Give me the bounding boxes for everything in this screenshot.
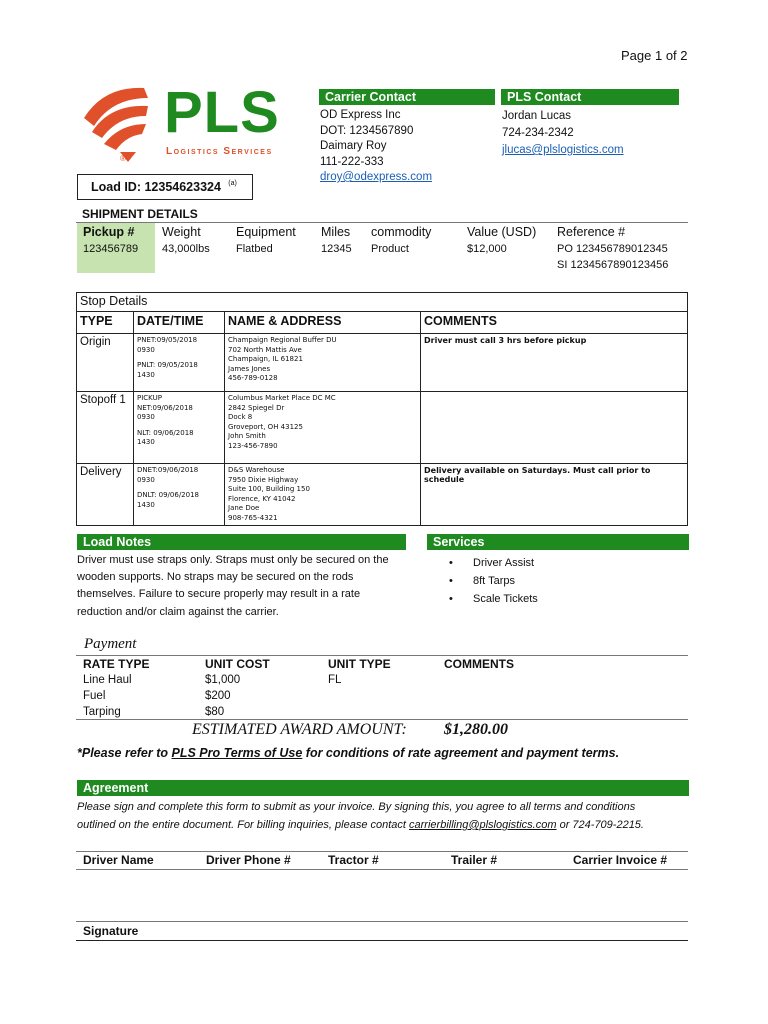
shipment-header-weight: Weight — [162, 225, 201, 239]
service-item: • Scale Tickets — [473, 590, 538, 608]
load-notes-text — [77, 552, 389, 621]
carrier-email-link[interactable]: droy@odexpress.com — [320, 171, 433, 183]
shipment-header-miles: Miles — [321, 225, 351, 239]
payment-header-unit-cost: UNIT COST — [205, 657, 270, 671]
payment-unit-cost: $200 — [205, 690, 231, 702]
stop-type: Stopoff 1 — [77, 392, 134, 464]
stop-type: Origin — [77, 334, 134, 392]
shipment-details-title: SHIPMENT DETAILS — [82, 207, 198, 221]
stop-row-origin — [77, 334, 688, 392]
payment-header-rate-type: RATE TYPE — [83, 657, 150, 671]
tractor-header: Tractor # — [328, 853, 379, 867]
carrier-invoice-header: Carrier Invoice # — [573, 853, 668, 867]
stop-date-early: DNET:09/06/2018 0930 — [137, 466, 199, 484]
stop-address: Columbus Market Place DC MC 2842 Spiegel Dr Dock 8 Groveport, OH 43125 John Smith 123-456-7890 — [228, 394, 336, 450]
pls-logo: ® PLS Logistics Services — [76, 80, 306, 170]
driver-info-input-row[interactable] — [76, 870, 688, 920]
payment-unit-type: FL — [328, 674, 342, 686]
load-notes-line: wooden supports. No straps may be secured on the rods — [77, 571, 354, 584]
stop-details-table — [76, 292, 688, 526]
pls-contact-header: PLS Contact — [501, 89, 679, 105]
stop-date-late: NLT: 09/06/2018 1430 — [137, 428, 194, 446]
load-notes-line: reduction and/or claim against the carrier. — [77, 605, 279, 618]
signature-label: Signature — [83, 924, 139, 938]
shipment-header-pickup: Pickup # — [83, 225, 135, 239]
pls-contact-email-link[interactable]: jlucas@plslogistics.com — [502, 144, 624, 156]
weight-value: 43,000lbs — [162, 243, 210, 255]
driver-name-header: Driver Name — [83, 853, 154, 867]
services-list — [473, 554, 538, 608]
stop-row-stopoff — [77, 392, 688, 464]
agreement-line: outlined on the entire document. For billing inquiries, please contact carrierbilling@plslogistics.com or 724-709-2215. — [77, 819, 644, 831]
agreement-header: Agreement — [77, 780, 689, 796]
load-id-mark: (a) — [228, 180, 237, 187]
estimated-award-amount: $1,280.00 — [444, 721, 508, 738]
pls-contact-name: Jordan Lucas — [502, 110, 572, 122]
trailer-header: Trailer # — [451, 853, 498, 867]
stop-date-late: PNLT: 09/05/2018 1430 — [137, 361, 198, 379]
shipment-header-commodity: commodity — [371, 225, 432, 239]
stop-address: D&S Warehouse 7950 Dixie Highway Suite 100, Building 150 Florence, KY 41042 Jane Doe 908-765-4321 — [228, 466, 310, 522]
carrier-contact-header: Carrier Contact — [319, 89, 495, 105]
stops-header-datetime: DATE/TIME — [134, 312, 225, 334]
payment-unit-cost: $80 — [205, 706, 225, 718]
agreement-text — [77, 798, 689, 834]
pls-contact-phone: 724-234-2342 — [502, 127, 574, 139]
stop-comment: Delivery available on Saturdays. Must call prior to schedule — [424, 466, 651, 484]
commodity-value: Product — [371, 243, 409, 255]
agreement-line: Please sign and complete this form to submit as your invoice. By signing this, you agree to all terms and conditions — [77, 801, 636, 813]
logo-wordmark: PLS — [164, 80, 280, 145]
page-number: Page 1 of 2 — [621, 48, 688, 63]
load-notes-line: themselves. Failure to secure properly may result in a rate — [77, 588, 361, 601]
terms-of-use-link[interactable]: PLS Pro Terms of Use — [171, 746, 303, 760]
payment-header-unit-type: UNIT TYPE — [328, 657, 391, 671]
service-item: • 8ft Tarps — [473, 572, 538, 590]
pls-swoosh-icon — [76, 80, 156, 168]
stop-date-early: PNET:09/05/2018 0930 — [137, 336, 198, 354]
payment-header-comments: COMMENTS — [444, 657, 514, 671]
payment-title: Payment — [84, 636, 137, 652]
logo-subtitle: Logistics Services — [166, 146, 273, 157]
carrier-name: OD Express Inc — [320, 109, 401, 121]
value-usd: $12,000 — [467, 243, 507, 255]
load-notes-header: Load Notes — [77, 534, 406, 550]
payment-rate-type: Tarping — [83, 706, 121, 718]
stop-date-early: PICKUP NET:09/06/2018 0930 — [137, 394, 193, 421]
stop-row-delivery — [77, 464, 688, 526]
equipment-value: Flatbed — [236, 243, 273, 255]
shipment-header-equipment: Equipment — [236, 225, 296, 239]
pls-contact-block — [502, 108, 624, 159]
stops-header-type: TYPE — [77, 312, 134, 334]
terms-note — [77, 746, 619, 760]
stops-header-address: NAME & ADDRESS — [225, 312, 421, 334]
carrier-dot: DOT: 1234567890 — [320, 124, 414, 137]
reference-po: PO 123456789012345 — [557, 243, 668, 255]
stop-date-late: DNLT: 09/06/2018 1430 — [137, 491, 199, 509]
stop-address: Champaign Regional Buffer DU 702 North Mattis Ave Champaign, IL 61821 James Jones 456-789-0128 — [228, 336, 337, 382]
services-header: Services — [427, 534, 689, 550]
billing-email-link[interactable]: carrierbilling@plslogistics.com — [409, 819, 557, 831]
load-notes-line: Driver must use straps only. Straps must only be secured on the — [77, 554, 389, 566]
reference-si: SI 1234567890123456 — [557, 259, 669, 271]
shipment-header-reference: Reference # — [557, 225, 626, 239]
load-id-box — [77, 174, 253, 200]
stop-comment: Driver must call 3 hrs before pickup — [424, 336, 587, 345]
carrier-phone: 111-222-333 — [320, 155, 384, 168]
load-id: Load ID: 12354623324 — [91, 180, 221, 194]
service-item: • Driver Assist — [473, 554, 538, 572]
stop-details-title: Stop Details — [77, 293, 688, 312]
payment-unit-cost: $1,000 — [205, 674, 241, 686]
driver-phone-header: Driver Phone # — [206, 853, 291, 867]
pickup-number: 123456789 — [83, 243, 139, 255]
payment-rate-type: Line Haul — [83, 674, 132, 686]
estimated-award-label: ESTIMATED AWARD AMOUNT: — [192, 721, 407, 738]
signature-field[interactable] — [150, 922, 688, 940]
carrier-contact-block — [320, 108, 432, 186]
terms-note-text: for conditions of rate agreement and payment terms. — [302, 746, 620, 760]
stop-type: Delivery — [77, 464, 134, 526]
stops-header-comments: COMMENTS — [421, 312, 688, 334]
carrier-person: Daimary Roy — [320, 140, 387, 152]
shipment-header-value: Value (USD) — [467, 225, 537, 239]
payment-rate-type: Fuel — [83, 690, 106, 702]
terms-note-text: *Please refer to — [77, 746, 172, 760]
miles-value: 12345 — [321, 243, 352, 255]
